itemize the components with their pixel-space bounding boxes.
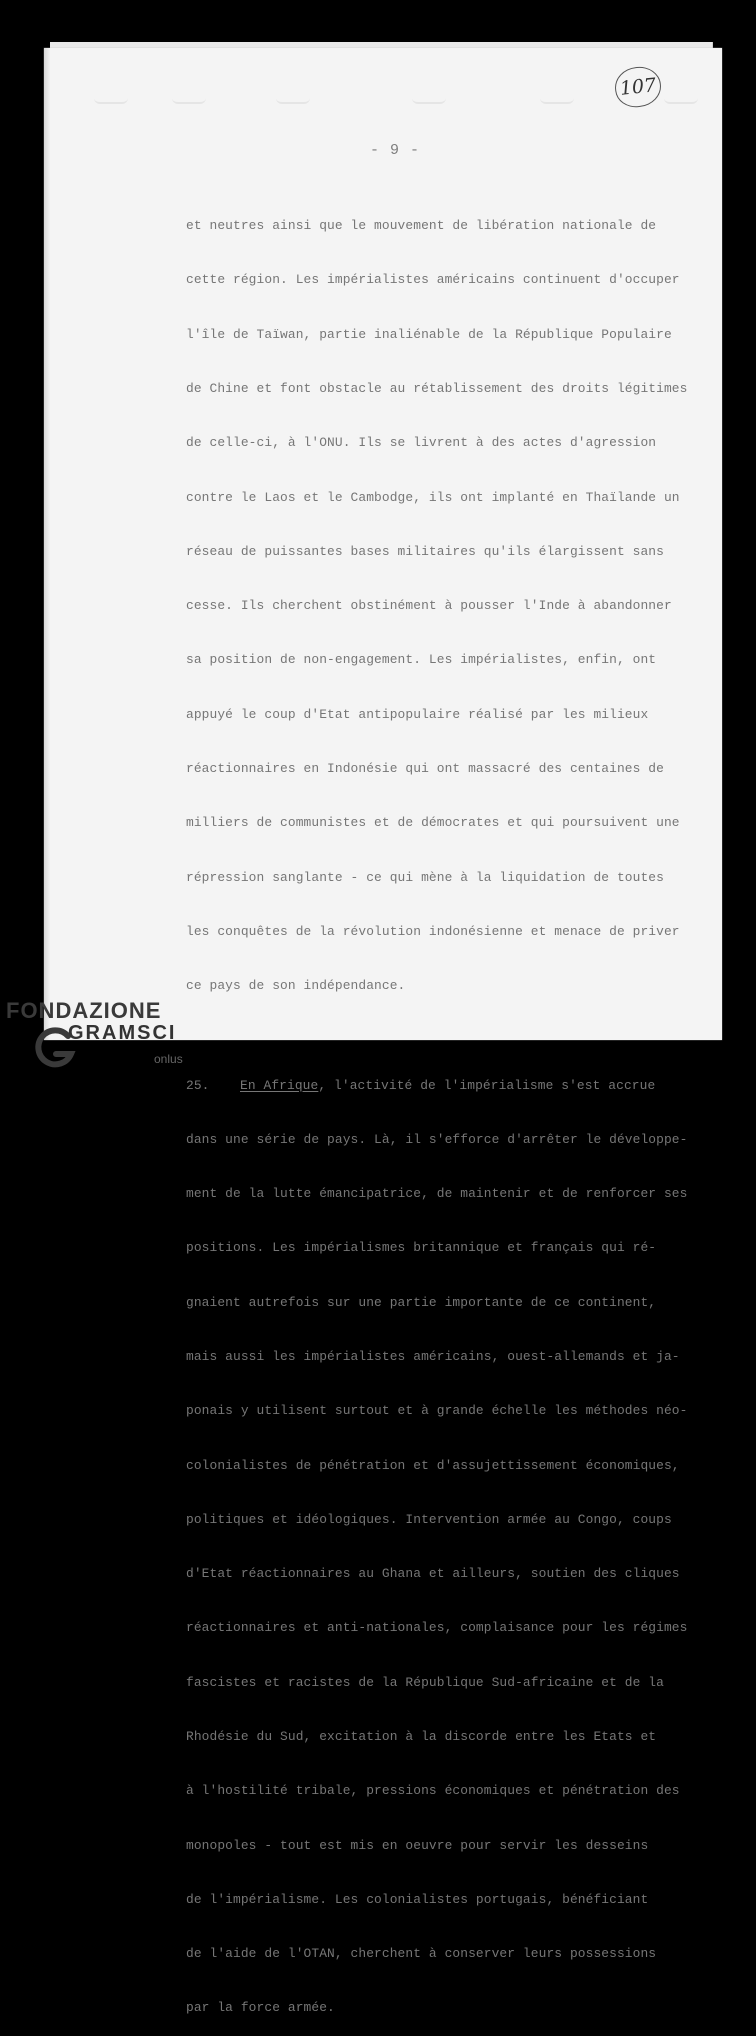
text-line: et neutres ainsi que le mouvement de libération nationale de <box>186 218 657 234</box>
fondazione-gramsci-watermark <box>2 994 192 1076</box>
text-line: politiques et idéologiques. Intervention armée au Congo, coups <box>186 1511 672 1527</box>
text-line: à l'hostilité tribale, pressions économiques et pénétration des <box>186 1783 680 1799</box>
text-line: milliers de communistes et de démocrates et qui poursuivent une <box>186 815 680 831</box>
punch-mark <box>540 86 574 104</box>
text-line: dans une série de pays. Là, il s'efforce d'arrêter le développe- <box>186 1131 688 1147</box>
text-line: de l'aide de l'OTAN, cherchent à conserver leurs possessions <box>186 1946 657 1962</box>
text-line: l'île de Taïwan, partie inaliénable de la République Populaire <box>186 326 672 342</box>
text-line: cette région. Les impérialistes américains continuent d'occuper <box>186 272 680 288</box>
watermark-suffix: onlus <box>154 1052 183 1066</box>
text-line: Rhodésie du Sud, excitation à la discorde entre les Etats et <box>186 1728 657 1744</box>
text-line-rest: , l'activité de l'impérialisme s'est accrue <box>318 1077 656 1093</box>
text-line: de l'impérialisme. Les colonialistes portugais, bénéficiant <box>186 1891 649 1907</box>
paragraph-gap <box>186 1031 666 1040</box>
section-heading: En Afrique <box>240 1077 319 1093</box>
text-line: de celle-ci, à l'ONU. Ils se livrent à des actes d'agression <box>186 435 657 451</box>
text-line: appuyé le coup d'Etat antipopulaire réalisé par les milieux <box>186 706 649 722</box>
text-line: sa position de non-engagement. Les impérialistes, enfin, ont <box>186 652 657 668</box>
text-line: mais aussi les impérialistes américains, ouest-allemands et ja- <box>186 1349 680 1364</box>
text-line: ponais y utilisent surtout et à grande échelle les méthodes néo- <box>186 1403 688 1419</box>
page-number: - 9 - <box>370 142 421 159</box>
text-line: de Chine et font obstacle au rétablissement des droits légitimes <box>186 381 688 397</box>
text-line: ce pays de son indépendance. <box>186 978 406 994</box>
punch-mark <box>94 86 128 104</box>
paragraph-first-line <box>186 1077 666 1095</box>
text-line: fascistes et racistes de la République Sud-africaine et de la <box>186 1674 664 1690</box>
punch-mark <box>664 86 698 104</box>
text-line: cesse. Ils cherchent obstinément à pousser l'Inde à abandonner <box>186 598 672 614</box>
text-line: gnaient autrefois sur une partie importante de ce continent, <box>186 1294 657 1310</box>
text-line: ment de la lutte émancipatrice, de maintenir et de renforcer ses <box>186 1186 688 1202</box>
page-edge-shadow <box>44 48 50 1040</box>
text-line: d'Etat réactionnaires au Ghana et ailleurs, soutien des cliques <box>186 1566 680 1582</box>
body-text <box>186 181 688 2036</box>
text-line: colonialistes de pénétration et d'assujettissement économiques, <box>186 1457 680 1473</box>
text-line: contre le Laos et le Cambodge, ils ont implanté en Thaïlande un <box>186 489 680 505</box>
text-line: répression sanglante - ce qui mène à la liquidation de toutes <box>186 869 664 885</box>
text-line: réactionnaires en Indonésie qui ont massacré des centaines de <box>186 761 664 776</box>
punch-mark <box>412 86 446 104</box>
text-line: les conquêtes de la révolution indonésienne et menace de priver <box>186 923 680 939</box>
text-line: réseau de puissantes bases militaires qu'ils élargissent sans <box>186 543 664 559</box>
text-line: réactionnaires et anti-nationales, complaisance pour les régimes <box>186 1620 688 1636</box>
punch-mark <box>172 86 206 104</box>
text-line: monopoles - tout est mis en oeuvre pour servir les desseins <box>186 1837 649 1853</box>
handwritten-archive-number: 107 <box>613 65 663 110</box>
watermark-line2: GRAMSCI <box>68 1022 177 1044</box>
punch-mark <box>276 86 310 104</box>
text-line: par la force armée. <box>186 2000 335 2016</box>
paragraph-number: 25. <box>186 1077 210 1093</box>
watermark-line1: FONDAZIONE <box>6 998 162 1023</box>
text-line: positions. Les impérialismes britannique et français qui ré- <box>186 1240 657 1256</box>
